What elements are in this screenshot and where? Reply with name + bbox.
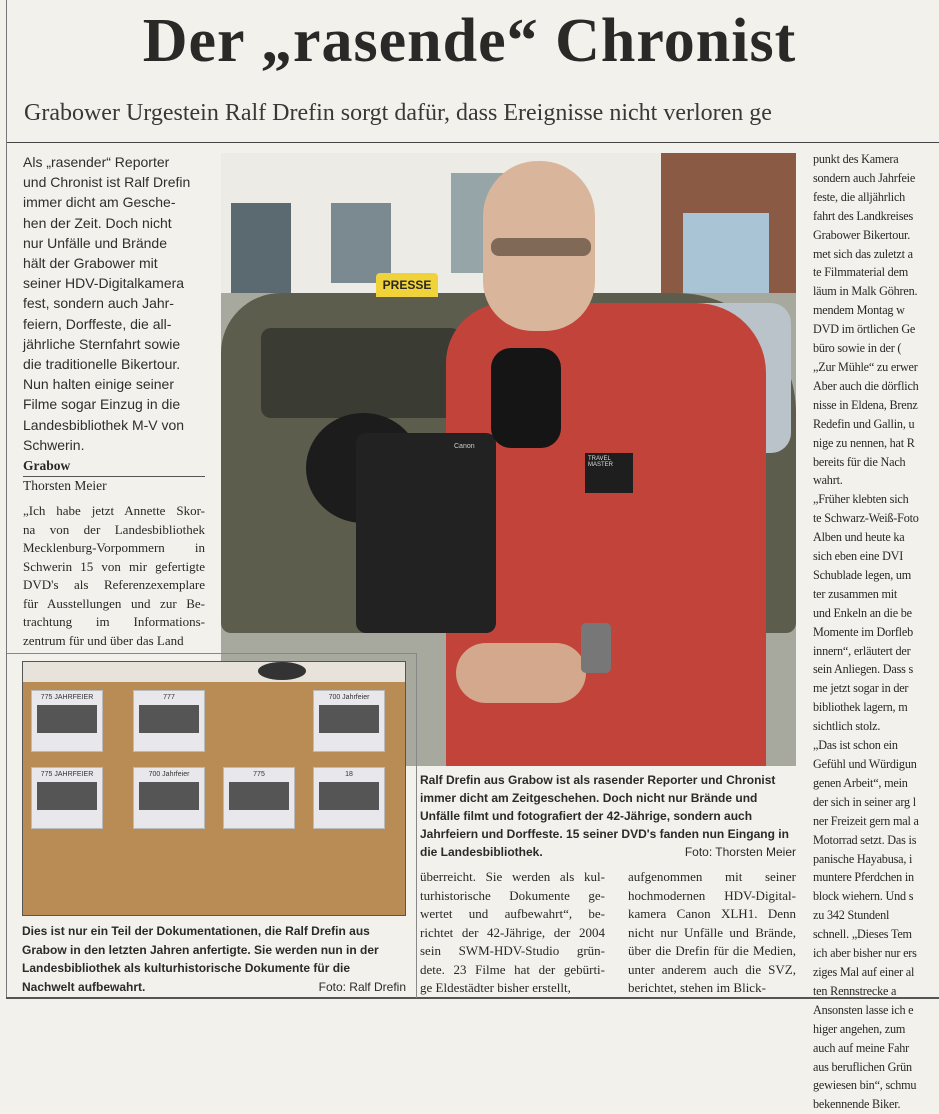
main-photo-caption: [420, 771, 796, 861]
text-line: überreicht. Sie werden als kul-: [420, 869, 605, 884]
text-line: Motorrad setzt. Das is: [813, 832, 917, 847]
small-photo-caption: [22, 922, 406, 996]
dvd-case: [313, 767, 385, 829]
body-column-3: [628, 868, 796, 998]
text-line: schnell. „Dieses Tem: [813, 927, 912, 942]
text-line: Grabower Bikertour.: [813, 227, 911, 242]
text-line: sich eben eine DVI: [813, 549, 904, 564]
text-line: aufgenommen mit seiner: [628, 869, 796, 884]
text-line: nicht nur Unfälle und Brände,: [628, 924, 796, 940]
text-line: bekennende Biker.: [813, 1097, 901, 1112]
text-line: fahrt des Landkreises: [813, 208, 914, 223]
text-line: kamera Canon XLH1. Denn: [628, 906, 796, 921]
text-line: block wiehern. Und s: [813, 889, 914, 904]
text-line: fest, sondern auch Jahr-: [23, 295, 174, 312]
text-line: ich aber bisher nur ers: [813, 946, 917, 961]
text-line: Alben und heute ka: [813, 530, 905, 545]
text-line: aus beruflichen Grün: [813, 1059, 912, 1074]
dvd-title: 775 JAHRFEIER: [40, 771, 94, 778]
text-line: feste, die alljährlich: [813, 189, 906, 204]
divider: [7, 142, 939, 143]
text-line: bereits für die Nach: [813, 454, 906, 469]
text-line: und Chronist ist Ralf Drefin: [23, 174, 191, 191]
photo-credit: Foto: Thorsten Meier: [684, 845, 796, 859]
body-column-1: [23, 502, 205, 650]
text-line: feiern, Dorffeste, die all-: [23, 315, 172, 332]
text-line: „Ich habe jetzt Annette Skor-: [23, 503, 205, 518]
text-line: sondern auch Jahrfeie: [813, 170, 916, 185]
text-line: zentrum für und über das Land: [23, 632, 184, 648]
headline: Der „rasende“ Chronist: [142, 7, 797, 75]
text-line: Landesbibliothek M-V von: [23, 416, 185, 433]
text-line: immer dicht am Gesche-: [23, 194, 176, 211]
text-line: Schwerin.: [23, 436, 85, 453]
text-line: „Zur Mühle“ zu erwer: [813, 359, 918, 374]
dvd-case: [31, 690, 103, 752]
text-line: punkt des Kamera: [813, 152, 899, 166]
text-line: berichtet, stehen im Blick-: [628, 980, 766, 995]
dvd-title: 775 JAHRFEIER: [40, 694, 94, 701]
text-line: trachtung im Informations-: [23, 614, 205, 629]
dvd-title: 700 Jahrfeier: [328, 694, 370, 701]
text-line: Redefin und Gallin, u: [813, 416, 915, 431]
text-line: ten Rennstrecke a: [813, 983, 897, 998]
text-line: läum in Malk Göhren.: [813, 284, 918, 299]
dvd-title: 777: [163, 694, 175, 701]
text-line: gewiesen bin“, schmu: [813, 1078, 917, 1093]
text-line: mendem Montag w: [813, 303, 905, 318]
text-line: hen der Zeit. Doch nicht: [23, 214, 172, 231]
text-line: zu 342 Stundenl: [813, 908, 890, 923]
text-line: Mecklenburg-Vorpommern in: [23, 540, 205, 555]
photo-box-border-top: [7, 653, 417, 654]
text-line: DVD's als Referenzexemplare: [23, 577, 205, 592]
teaser-text: [23, 152, 213, 455]
text-line: Schwerin 15 von mir gefertigte: [23, 558, 205, 574]
dvd-case: [31, 767, 103, 829]
text-line: innern“, erläutert der: [813, 643, 911, 658]
author-byline: Thorsten Meier: [23, 478, 107, 493]
text-line: unter anderem auch die SVZ,: [628, 961, 796, 977]
dvd-cover-image: [229, 782, 289, 810]
text-line: ge Eldestädter bisher erstellt,: [420, 980, 571, 995]
text-line: te Schwarz-Weiß-Foto: [813, 511, 919, 526]
dvd-title: 775: [253, 771, 265, 778]
caption-text: Dies ist nur ein Teil der Dokumentationen, die Ralf Drefin aus Grabow in den letzten Jahren anfertigte. Sie werden nun in der Landesbibliothek als kulturhistorische Dokumente für die Nachwelt aufbewahrt.: [22, 924, 379, 994]
text-line: Aber auch die dörflich: [813, 378, 919, 393]
text-line: sein Anliegen. Dass s: [813, 662, 914, 677]
dvd-cover-image: [37, 705, 97, 733]
dateline-location: Grabow: [23, 458, 205, 477]
text-line: nige zu nennen, hat R: [813, 435, 915, 450]
dvd-case: [133, 767, 205, 829]
text-line: Nun halten einige seiner: [23, 376, 174, 393]
dvd-cover-image: [139, 782, 199, 810]
dvd-cover-image: [139, 705, 199, 733]
text-line: „Das ist schon ein: [813, 738, 898, 753]
text-line: DVD im örtlichen Ge: [813, 322, 916, 337]
text-line: und Enkeln an die be: [813, 605, 912, 620]
text-line: met sich das zuletzt a: [813, 246, 913, 261]
text-line: die traditionelle Bikertour.: [23, 356, 181, 373]
body-column-2: [420, 868, 605, 998]
subheadline: Grabower Urgestein Ralf Drefin sorgt dafür, dass Ereignisse nicht verloren ge: [24, 100, 772, 126]
dvd-cover-image: [37, 782, 97, 810]
text-line: te Filmmaterial dem: [813, 265, 909, 280]
dvd-cover-image: [319, 705, 379, 733]
dvd-case: [223, 767, 295, 829]
text-line: der sich in seiner arg l: [813, 794, 916, 809]
body-column-4: [813, 150, 939, 1114]
text-line: auch auf meine Fahr: [813, 1040, 910, 1055]
text-line: wahrt.: [813, 473, 843, 488]
text-line: büro sowie in der (: [813, 341, 902, 356]
text-line: wertet und aufbewahrt“, be-: [420, 906, 605, 921]
text-line: panische Hayabusa, i: [813, 851, 913, 866]
text-line: seiner HDV-Digitalkamera: [23, 275, 185, 292]
text-line: Als „rasender“ Reporter: [23, 154, 170, 170]
dvd-title: 18: [345, 771, 353, 778]
text-line: „Früher klebten sich: [813, 492, 909, 507]
presse-sign: PRESSE: [376, 273, 438, 297]
dvd-title: 700 Jahrfeier: [148, 771, 190, 778]
text-line: hochmodernen HDV-Digital-: [628, 887, 796, 903]
text-line: higer angehen, zum: [813, 1021, 906, 1036]
text-line: Momente im Dorfleb: [813, 624, 913, 639]
text-line: turhistorische Dokumente ge-: [420, 887, 605, 903]
text-line: ter zusammen mit: [813, 586, 898, 601]
text-line: sein SWM-HDV-Studio grün-: [420, 943, 605, 958]
text-line: Ansonsten lasse ich e: [813, 1002, 914, 1017]
text-line: hält der Grabower mit: [23, 255, 158, 272]
text-line: Gefühl und Würdigun: [813, 757, 917, 771]
text-line: richtet der 42-Jährige, der 2004: [420, 924, 605, 940]
text-line: muntere Pferdchen in: [813, 870, 914, 885]
text-line: sichtlich stolz.: [813, 719, 881, 734]
photo-box-border-right: [416, 653, 417, 998]
page-frame-left: [6, 0, 7, 998]
dvd-case: [133, 690, 205, 752]
text-line: bibliothek lagern, m: [813, 700, 908, 715]
text-line: für Ausstellungen und zur Be-: [23, 595, 205, 611]
dvd-collection-photo: [22, 661, 406, 916]
text-line: ziges Mal auf einer al: [813, 964, 915, 979]
text-line: na von der Landesbibliothek: [23, 521, 205, 537]
text-line: über die Drefin für die Medien,: [628, 943, 796, 958]
dvd-cover-image: [319, 782, 379, 810]
text-line: Schublade legen, um: [813, 567, 912, 582]
photo-credit: Foto: Ralf Drefin: [318, 979, 406, 994]
text-line: genen Arbeit“, mein: [813, 775, 908, 790]
shirt-badge: TRAVEL MASTER: [585, 453, 633, 493]
text-line: dete. 23 Filme hat der gebürti-: [420, 961, 605, 977]
text-line: me jetzt sogar in der: [813, 681, 909, 696]
text-line: jährliche Sternfahrt sowie: [23, 335, 181, 352]
caption-text: Ralf Drefin aus Grabow ist als rasender Reporter und Chronist immer dicht am Zeitgeschehen. Doch nicht nur Brände und Unfälle filmt und fotografiert der 42-Jährige, sondern auch Jahrfeiern und Dorffeste. 15 seiner DVD's fanden nun Eingang in die Landesbibliothek.: [420, 773, 789, 859]
text-line: Filme sogar Einzug in die: [23, 396, 181, 413]
text-line: nur Unfälle und Brände: [23, 234, 167, 251]
camera-brand: Canon: [454, 443, 475, 450]
text-line: nisse in Eldena, Brenz: [813, 397, 918, 412]
text-line: ner Freizeit gern mal a: [813, 813, 919, 828]
dvd-case: [313, 690, 385, 752]
